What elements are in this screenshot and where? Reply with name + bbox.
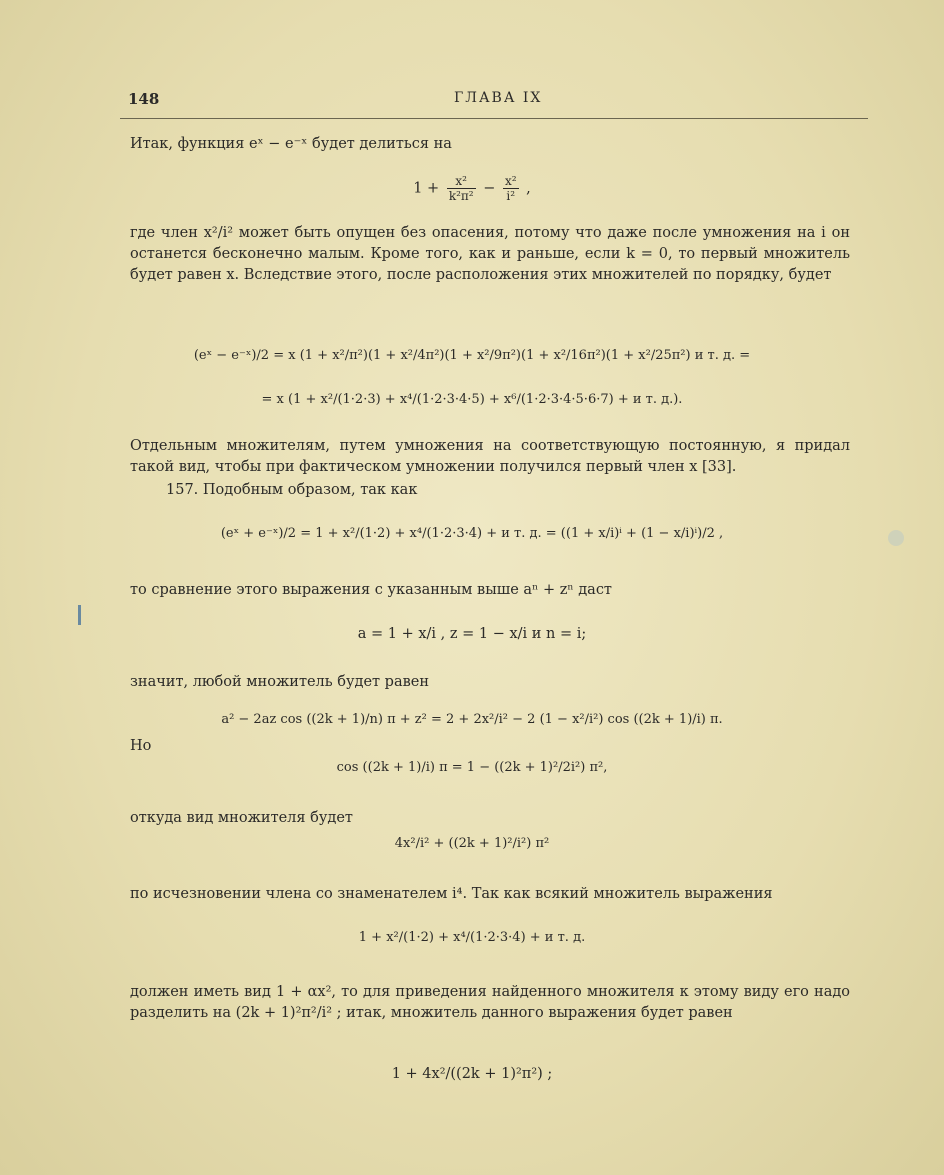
formula-1-minus: −: [483, 180, 496, 197]
formula-7: 4x²/i² + ((2k + 1)²/i²) π²: [394, 836, 550, 851]
formula-4: a = 1 + x/i , z = 1 − x/i и n = i;: [357, 626, 587, 642]
page-header: [128, 90, 864, 114]
paper-stain: [888, 530, 904, 546]
formula-6: cos ((2k + 1)/i) π = 1 − ((2k + 1)²/2i²) π²,: [336, 760, 608, 775]
formula-5: a² − 2az cos ((2k + 1)/n) π + z² = 2 + 2x²/i² − 2 (1 − x²/i²) cos ((2k + 1)/i) π.: [221, 712, 723, 727]
frac-numerator: x²: [504, 174, 517, 188]
paragraph-6: значит, любой множитель будет равен: [130, 674, 430, 690]
formula-3: (eˣ + e⁻ˣ)/2 = 1 + x²/(1·2) + x⁴/(1·2·3·4) + и т. д. = ((1 + x/i)ⁱ + (1 − x/i)ⁱ)/2 ,: [220, 526, 724, 541]
frac-denominator: i²: [506, 189, 516, 203]
header-divider: [120, 118, 868, 119]
frac-denominator: k²π²: [448, 189, 474, 203]
formula-1-frac-1: [447, 174, 476, 203]
paragraph-2: где член x²/i² может быть опущен без опасения, потому что даже после умножения на i он останется бесконечно малым. Кроме того, как и раньше, если k = 0, то первый множитель будет равен x. Вследствие этого, после расположения этих множителей по порядку, будет: [130, 225, 850, 283]
formula-2b: = x (1 + x²/(1·2·3) + x⁴/(1·2·3·4·5) + x⁶/(1·2·3·4·5·6·7) + и т. д.).: [261, 392, 683, 407]
paragraph-1: Итак, функция eˣ − e⁻ˣ будет делиться на: [130, 136, 452, 152]
label-no: Но: [130, 738, 152, 754]
paragraph-3: Отдельным множителям, путем умножения на соответствующую постоянную, я придал такой вид, чтобы при фактическом умножении получился первый член x [33].: [130, 438, 850, 475]
page-number: 148: [128, 90, 160, 108]
formula-2a: (eˣ − e⁻ˣ)/2 = x (1 + x²/π²)(1 + x²/4π²)(1 + x²/9π²)(1 + x²/16π²)(1 + x²/25π²) и т. д. =: [193, 348, 751, 363]
frac-numerator: x²: [447, 174, 476, 189]
formula-1: [0, 174, 944, 203]
paragraph-9: должен иметь вид 1 + αx², то для приведения найденного множителя к этому виду его надо разделить на (2k + 1)²π²/i² ; итак, множитель данного выражения будет равен: [130, 984, 850, 1021]
paragraph-5: то сравнение этого выражения с указанным выше aⁿ + zⁿ даст: [130, 582, 612, 598]
formula-9: 1 + 4x²/((2k + 1)²π²) ;: [391, 1066, 553, 1082]
paragraph-4: 157. Подобным образом, так как: [166, 482, 418, 498]
chapter-title: ГЛАВА IX: [454, 90, 543, 106]
margin-mark: [78, 605, 81, 625]
formula-1-frac-2: [503, 174, 519, 203]
formula-1-lead: 1 +: [413, 180, 440, 197]
formula-1-tail: ,: [526, 180, 531, 197]
paragraph-8: по исчезновении члена со знаменателем i⁴. Так как всякий множитель выражения: [130, 886, 773, 902]
formula-8: 1 + x²/(1·2) + x⁴/(1·2·3·4) + и т. д.: [358, 930, 586, 945]
paragraph-7: откуда вид множителя будет: [130, 810, 353, 826]
